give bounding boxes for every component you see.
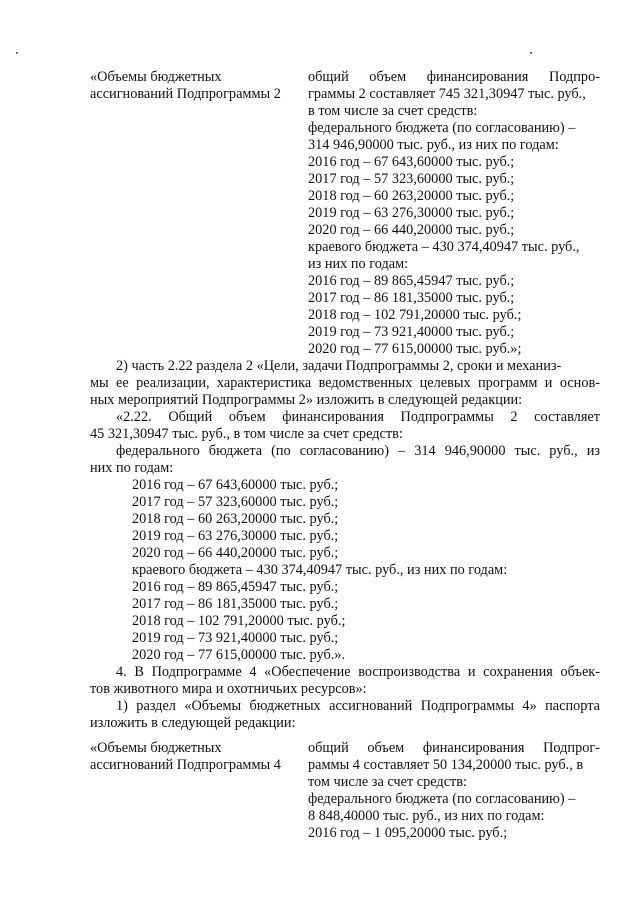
year-line: 2019 год – 73 921,40000 тыс. руб.; — [132, 630, 339, 646]
paragraph-line: мы ее реализации, характеристика ведомственных целевых программ и основ- — [90, 375, 600, 391]
year-line: 2016 год – 89 865,45947 тыс. руб.; — [132, 579, 339, 595]
row-value — [308, 69, 600, 358]
year-line: 2016 год – 67 643,60000 тыс. руб.; — [132, 477, 339, 493]
year-line: 2017 год – 57 323,60000 тыс. руб.; — [132, 494, 339, 510]
value-line: раммы 4 составляет 50 134,20000 тыс. руб., в — [308, 757, 584, 773]
value-line: 2018 год – 60 263,20000 тыс. руб.; — [308, 188, 515, 204]
value-line: в том числе за счет средств: — [308, 103, 478, 119]
paragraph-line: федерального бюджета (по согласованию) – 314 946,90000 тыс. руб., из — [116, 443, 600, 459]
value-line: 2019 год – 73 921,40000 тыс. руб.; — [308, 324, 515, 340]
value-line: 314 946,90000 тыс. руб., из них по годам: — [308, 137, 559, 153]
label-line: ассигнований Подпрограммы 4 — [90, 757, 281, 773]
scan-speck — [530, 52, 532, 54]
value-line: 2020 год – 77 615,00000 тыс. руб.»; — [308, 341, 522, 357]
value-line: федерального бюджета (по согласованию) – — [308, 791, 576, 807]
paragraph-line: них по годам: — [90, 460, 174, 476]
label-line: «Объемы бюджетных — [90, 69, 222, 85]
paragraph-line: ных мероприятий Подпрограммы 2» изложить в следующей редакции: — [90, 392, 523, 408]
label-line: «Объемы бюджетных — [90, 740, 222, 756]
value-line: 2018 год – 102 791,20000 тыс. руб.; — [308, 307, 522, 323]
value-line: 2017 год – 57 323,60000 тыс. руб.; — [308, 171, 515, 187]
paragraph-line: 4. В Подпрограмме 4 «Обеспечение воспроизводства и сохранения объек- — [116, 664, 600, 680]
year-line: 2018 год – 60 263,20000 тыс. руб.; — [132, 511, 339, 527]
value-line: общий объем финансирования Подпрог- — [308, 740, 600, 756]
value-line: 8 848,40000 тыс. руб., из них по годам: — [308, 808, 545, 824]
year-line: 2020 год – 66 440,20000 тыс. руб.; — [132, 545, 339, 561]
value-line: 2020 год – 66 440,20000 тыс. руб.; — [308, 222, 515, 238]
label-line: ассигнований Подпрограммы 2 — [90, 86, 281, 102]
year-line: 2018 год – 102 791,20000 тыс. руб.; — [132, 613, 346, 629]
paragraph-line: изложить в следующей редакции: — [90, 715, 296, 731]
paragraph-line: краевого бюджета – 430 374,40947 тыс. руб., из них по годам: — [132, 562, 508, 578]
row-value — [308, 740, 600, 842]
year-line: 2019 год – 63 276,30000 тыс. руб.; — [132, 528, 339, 544]
value-line: 2017 год – 86 181,35000 тыс. руб.; — [308, 290, 515, 306]
paragraph-line: 45 321,30947 тыс. руб., в том числе за счет средств: — [90, 426, 403, 442]
paragraph-line: тов животного мира и охотничьих ресурсов»: — [90, 681, 367, 697]
year-line: 2020 год – 77 615,00000 тыс. руб.». — [132, 647, 346, 663]
value-line: из них по годам: — [308, 256, 409, 272]
value-line: граммы 2 составляет 745 321,30947 тыс. руб., — [308, 86, 586, 102]
paragraph-line: 1) раздел «Объемы бюджетных ассигнований Подпрограммы 4» паспорта — [116, 698, 600, 714]
passport-row-subprogram-2 — [90, 69, 600, 358]
year-line: 2017 год – 86 181,35000 тыс. руб.; — [132, 596, 339, 612]
value-line: 2019 год – 63 276,30000 тыс. руб.; — [308, 205, 515, 221]
row-label — [90, 69, 308, 358]
passport-row-subprogram-4 — [90, 740, 600, 842]
body-text — [90, 358, 600, 732]
value-line: общий объем финансирования Подпро- — [308, 69, 600, 85]
value-line: федерального бюджета (по согласованию) – — [308, 120, 576, 136]
scan-speck — [16, 52, 18, 54]
value-line: краевого бюджета – 430 374,40947 тыс. руб., — [308, 239, 580, 255]
value-line: том числе за счет средств: — [308, 774, 468, 790]
value-line: 2016 год – 89 865,45947 тыс. руб.; — [308, 273, 515, 289]
row-label — [90, 740, 308, 842]
paragraph-line: 2) часть 2.22 раздела 2 «Цели, задачи Подпрограммы 2, сроки и механиз- — [116, 358, 562, 374]
value-line: 2016 год – 67 643,60000 тыс. руб.; — [308, 154, 515, 170]
paragraph-line: «2.22. Общий объем финансирования Подпрограммы 2 составляет — [116, 409, 600, 425]
value-line: 2016 год – 1 095,20000 тыс. руб.; — [308, 825, 508, 841]
